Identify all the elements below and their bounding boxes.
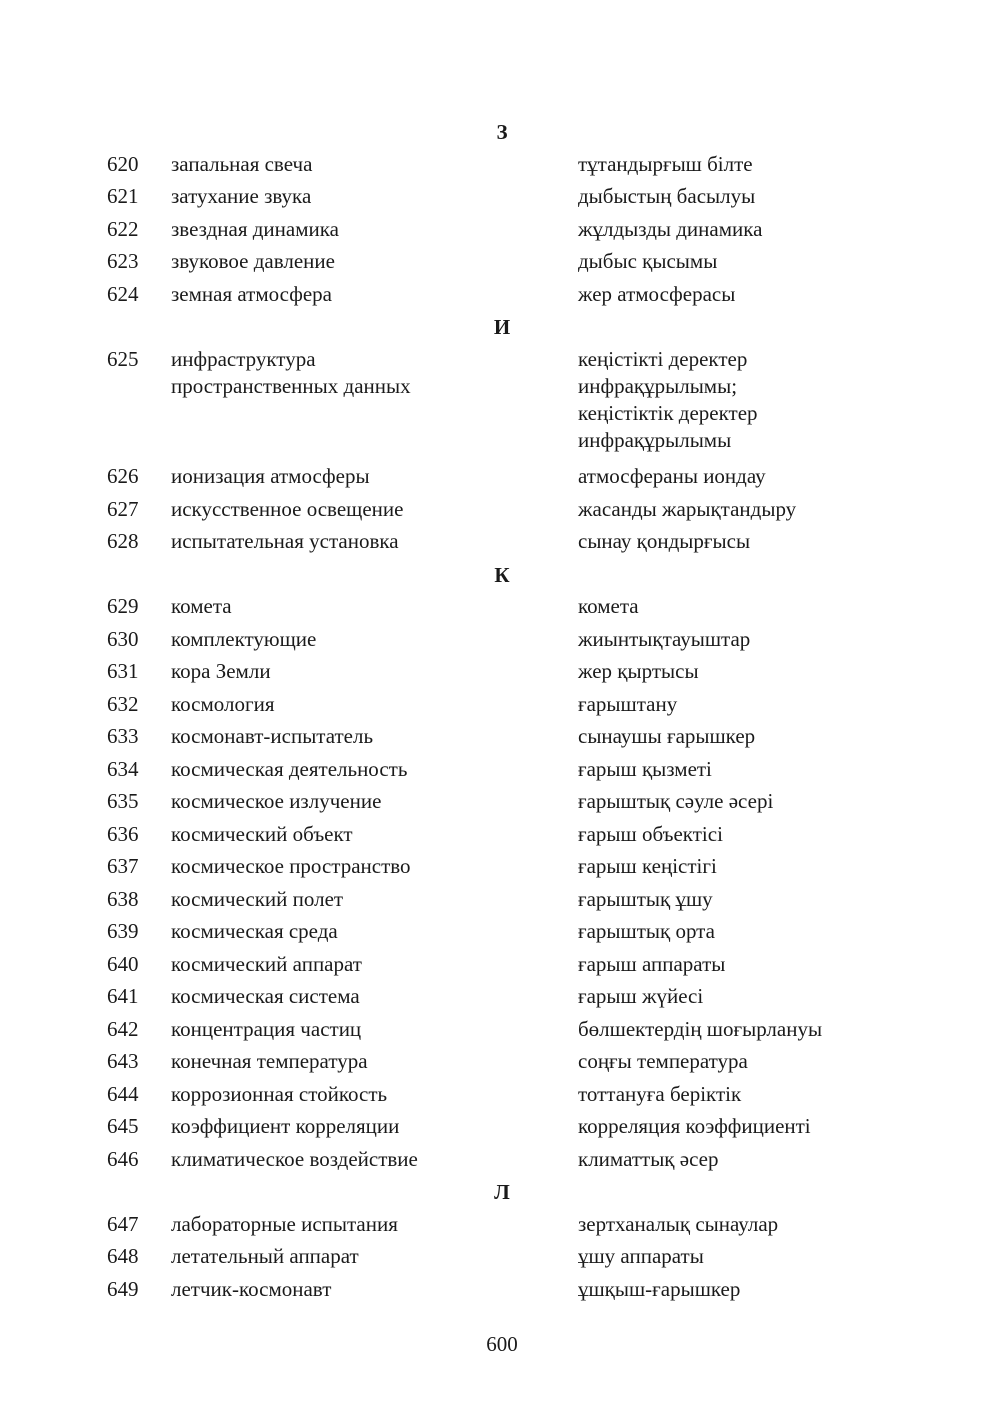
entry-number: 641 bbox=[107, 984, 139, 1008]
kazakh-term bbox=[578, 1276, 740, 1303]
russian-term bbox=[171, 951, 362, 978]
russian-term-line: искусственное освещение bbox=[171, 496, 404, 521]
russian-term bbox=[171, 1113, 399, 1140]
kazakh-term-line: ұшқыш-ғарышкер bbox=[578, 1276, 741, 1301]
entry-number: 647 bbox=[107, 1211, 139, 1236]
kazakh-term-line: соңғы температура bbox=[578, 1049, 748, 1073]
russian-term bbox=[171, 1146, 418, 1173]
russian-term bbox=[171, 1048, 368, 1075]
kazakh-term-line: ғарыш жүйесі bbox=[578, 984, 704, 1008]
kazakh-term-line: ғарыш аппараты bbox=[578, 951, 726, 976]
russian-term-line: космическое излучение bbox=[171, 789, 382, 813]
kazakh-term bbox=[578, 1211, 778, 1238]
entry-number: 645 bbox=[107, 1114, 139, 1138]
kazakh-term-line: зертханалық сынаулар bbox=[578, 1211, 779, 1236]
entry-number: 631 bbox=[107, 659, 139, 683]
russian-term-line: космический полет bbox=[171, 886, 344, 911]
russian-term bbox=[171, 463, 370, 490]
russian-term-line: космический аппарат bbox=[171, 951, 362, 976]
russian-term-line: лабораторные испытания bbox=[171, 1211, 398, 1236]
russian-term bbox=[171, 723, 373, 750]
russian-term-line: ионизация атмосферы bbox=[171, 464, 370, 488]
russian-term-line: космология bbox=[171, 691, 275, 716]
kazakh-term-line: дыбыстың басылуы bbox=[578, 184, 756, 208]
russian-term-line: запальная свеча bbox=[171, 151, 313, 176]
kazakh-term-line: сынаушы ғарышкер bbox=[578, 724, 756, 748]
kazakh-term-line: ғарыштық сәуле әсері bbox=[578, 789, 774, 813]
kazakh-term bbox=[578, 788, 773, 815]
kazakh-term-line: ғарыштық ұшу bbox=[578, 886, 713, 911]
russian-term bbox=[171, 626, 316, 653]
russian-term-line: космическое пространство bbox=[171, 854, 411, 878]
russian-term-line: климатическое воздействие bbox=[171, 1146, 418, 1171]
kazakh-term bbox=[578, 463, 766, 490]
russian-term bbox=[171, 658, 271, 685]
kazakh-term-line: климаттық әсер bbox=[578, 1146, 719, 1171]
russian-term bbox=[171, 183, 311, 210]
kazakh-term bbox=[578, 593, 639, 620]
entry-number: 621 bbox=[107, 184, 139, 208]
entry-number: 640 bbox=[107, 951, 139, 976]
entry-number: 623 bbox=[107, 249, 139, 273]
kazakh-term bbox=[578, 723, 755, 750]
russian-term-line: пространственных данных bbox=[171, 373, 411, 398]
entry-number: 643 bbox=[107, 1049, 139, 1073]
kazakh-term bbox=[578, 528, 750, 555]
kazakh-term-line: ғарыштану bbox=[578, 691, 678, 716]
entry-number: 637 bbox=[107, 854, 139, 878]
russian-term bbox=[171, 691, 274, 718]
page-number: 600 bbox=[486, 1332, 518, 1356]
kazakh-term-line: ғарыш объектісі bbox=[578, 821, 723, 846]
russian-term bbox=[171, 528, 399, 555]
kazakh-term bbox=[578, 756, 712, 783]
russian-term bbox=[171, 853, 411, 880]
russian-term bbox=[171, 983, 360, 1010]
russian-term-line: земная атмосфера bbox=[171, 281, 332, 306]
russian-term-line: комета bbox=[171, 594, 232, 618]
entry-number: 624 bbox=[107, 281, 139, 306]
russian-term-line: испытательная установка bbox=[171, 529, 399, 553]
kazakh-term-line: тоттануға беріктік bbox=[578, 1081, 742, 1106]
russian-term-line: звуковое давление bbox=[171, 249, 335, 273]
entry-number: 626 bbox=[107, 464, 139, 488]
kazakh-term bbox=[578, 886, 713, 913]
russian-term bbox=[171, 1276, 331, 1303]
entry-number: 630 bbox=[107, 626, 139, 651]
kazakh-term-line: комета bbox=[578, 594, 639, 618]
kazakh-term bbox=[578, 691, 677, 718]
russian-term bbox=[171, 886, 343, 913]
kazakh-term-line: жер қыртысы bbox=[578, 659, 699, 683]
kazakh-term bbox=[578, 658, 699, 685]
kazakh-term bbox=[578, 853, 717, 880]
russian-term bbox=[171, 1243, 359, 1270]
kazakh-term-line: ұшу аппараты bbox=[578, 1244, 704, 1268]
russian-term bbox=[171, 281, 332, 308]
kazakh-term-line: корреляция коэффициенті bbox=[578, 1114, 811, 1138]
kazakh-term-line: сынау қондырғысы bbox=[578, 529, 751, 553]
russian-term-line: космический объект bbox=[171, 821, 353, 846]
section-letter: К bbox=[494, 562, 510, 587]
russian-term-line: кора Земли bbox=[171, 659, 271, 683]
kazakh-term-line: бөлшектердің шоғырлануы bbox=[578, 1016, 823, 1041]
entry-number: 628 bbox=[107, 529, 139, 553]
russian-term bbox=[171, 821, 353, 848]
russian-term-line: концентрация частиц bbox=[171, 1016, 362, 1041]
russian-term-line: конечная температура bbox=[171, 1049, 368, 1073]
kazakh-term-line: жұлдызды динамика bbox=[578, 216, 763, 241]
russian-term bbox=[171, 788, 381, 815]
russian-term bbox=[171, 918, 338, 945]
entry-number: 622 bbox=[107, 216, 139, 241]
kazakh-term-line: атмосфераны иондау bbox=[578, 464, 766, 488]
russian-term bbox=[171, 248, 335, 275]
kazakh-term bbox=[578, 281, 735, 308]
kazakh-term-line: инфрақұрылымы bbox=[578, 427, 732, 452]
entry-number: 632 bbox=[107, 691, 139, 716]
entry-number: 646 bbox=[107, 1146, 139, 1171]
kazakh-term bbox=[578, 1146, 718, 1173]
kazakh-term bbox=[578, 1081, 741, 1108]
russian-term bbox=[171, 593, 232, 620]
kazakh-term-line: ғарыш кеңістігі bbox=[578, 854, 717, 878]
entry-number: 644 bbox=[107, 1081, 139, 1106]
russian-term-line: космическая система bbox=[171, 984, 360, 1008]
russian-term-line: космонавт-испытатель bbox=[171, 724, 374, 748]
kazakh-term bbox=[578, 1048, 748, 1075]
kazakh-term bbox=[578, 951, 725, 978]
kazakh-term bbox=[578, 496, 796, 523]
kazakh-term bbox=[578, 183, 755, 210]
kazakh-term bbox=[578, 1243, 704, 1270]
section-letter: З bbox=[496, 120, 508, 144]
kazakh-term-line: жиынтықтауыштар bbox=[578, 626, 751, 651]
kazakh-term bbox=[578, 248, 717, 275]
entry-number: 629 bbox=[107, 594, 139, 618]
entry-number: 634 bbox=[107, 756, 139, 781]
russian-term bbox=[171, 1081, 387, 1108]
kazakh-term bbox=[578, 151, 753, 178]
russian-term-line: комплектующие bbox=[171, 626, 317, 651]
russian-term bbox=[171, 756, 407, 783]
russian-term bbox=[171, 1016, 361, 1043]
russian-term bbox=[171, 346, 411, 400]
russian-term-line: звездная динамика bbox=[171, 216, 339, 241]
kazakh-term bbox=[578, 983, 703, 1010]
kazakh-term bbox=[578, 626, 750, 653]
entry-number: 635 bbox=[107, 789, 139, 813]
russian-term bbox=[171, 1211, 398, 1238]
kazakh-term-line: дыбыс қысымы bbox=[578, 249, 718, 273]
entry-number: 620 bbox=[107, 151, 139, 176]
russian-term-line: коэффициент корреляции bbox=[171, 1114, 400, 1138]
entry-number: 639 bbox=[107, 919, 139, 943]
russian-term bbox=[171, 496, 403, 523]
kazakh-term bbox=[578, 1113, 811, 1140]
entry-number: 638 bbox=[107, 886, 139, 911]
entry-number: 642 bbox=[107, 1016, 139, 1041]
kazakh-term bbox=[578, 1016, 822, 1043]
kazakh-term-line: жер атмосферасы bbox=[578, 281, 736, 306]
russian-term bbox=[171, 151, 312, 178]
kazakh-term-line: кеңістікті деректер bbox=[578, 346, 748, 371]
kazakh-term-line: кеңістіктік деректер bbox=[578, 400, 758, 425]
kazakh-term-line: инфрақұрылымы; bbox=[578, 373, 738, 398]
kazakh-term-line: ғарыш қызметі bbox=[578, 756, 712, 781]
entry-number: 648 bbox=[107, 1244, 139, 1268]
kazakh-term bbox=[578, 918, 715, 945]
kazakh-term bbox=[578, 821, 723, 848]
entry-number: 636 bbox=[107, 821, 139, 846]
russian-term-line: летательный аппарат bbox=[171, 1244, 359, 1268]
kazakh-term bbox=[578, 346, 758, 454]
kazakh-term bbox=[578, 216, 762, 243]
section-letter: И bbox=[493, 315, 511, 339]
entry-number: 649 bbox=[107, 1276, 139, 1301]
entry-number: 627 bbox=[107, 496, 139, 521]
kazakh-term-line: тұтандырғыш білте bbox=[578, 151, 753, 176]
russian-term-line: затухание звука bbox=[171, 184, 312, 208]
entry-number: 633 bbox=[107, 724, 139, 748]
russian-term bbox=[171, 216, 339, 243]
kazakh-term-line: ғарыштық орта bbox=[578, 919, 715, 943]
russian-term-line: космическая деятельность bbox=[171, 756, 408, 781]
russian-term-line: инфраструктура bbox=[171, 346, 316, 371]
section-letter: Л bbox=[494, 1180, 510, 1204]
russian-term-line: космическая среда bbox=[171, 919, 338, 943]
russian-term-line: летчик-космонавт bbox=[171, 1276, 332, 1301]
russian-term-line: коррозионная стойкость bbox=[171, 1081, 388, 1106]
kazakh-term-line: жасанды жарықтандыру bbox=[578, 496, 797, 521]
entry-number: 625 bbox=[107, 346, 139, 371]
